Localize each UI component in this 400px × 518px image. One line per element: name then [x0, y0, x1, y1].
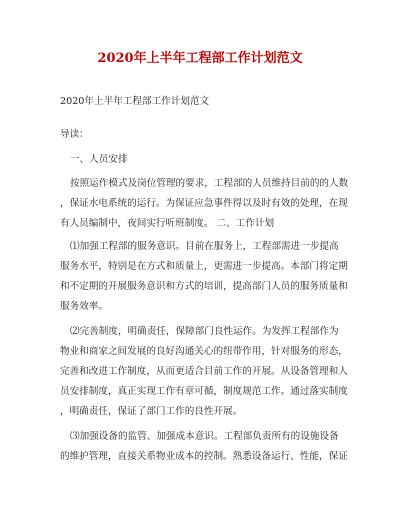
- paragraph-line: ，保证水电系统的运行。为保证应急事件得以及时有效的处理，在现: [60, 198, 348, 209]
- paragraph-line: 的维护管理，直接关系物业成本的控制。熟悉设备运行、性能，保证: [60, 451, 348, 462]
- intro-label: 导读：: [60, 129, 89, 140]
- paragraph-line: 服务效率。: [60, 301, 108, 312]
- paragraph-line: 有人员编制中，夜间实行听班制度。 二、工作计划: [60, 218, 275, 229]
- paragraph-line: 和不定期的开展服务意识和方式的培训，提高部门人员的服务质量和: [60, 281, 348, 292]
- paragraph-line: ⑴加强工程部的服务意识。目前在服务上，工程部需进一步提高: [70, 241, 339, 252]
- paragraph-line: ⑶加强设备的监管、加强成本意识。工程部负责所有的设施设备: [70, 431, 339, 442]
- document-subtitle: 2020年上半年工程部工作计划范文: [60, 96, 210, 107]
- paragraph-line: 完善和改进工作制度，从而更适合目前工作的开展。从设备管理和人: [60, 366, 348, 377]
- paragraph-line: 服务水平，特别是在方式和质量上，更需进一步提高。本部门将定期: [60, 261, 348, 272]
- document-title: 2020年上半年工程部工作计划范文: [97, 51, 303, 66]
- paragraph-line: 员安排制度，真正实现工作有章可循，制度规范工作。通过落实制度: [60, 386, 348, 397]
- paragraph-line: ⑵完善制度，明确责任，保障部门良性运作。为发挥工程部作为: [70, 326, 339, 337]
- section-heading-personnel: 一、人员安排: [70, 154, 128, 165]
- paragraph-line: 按照运作模式及岗位管理的要求，工程部的人员维持目前的的人数: [70, 178, 349, 189]
- paragraph-line: 物业和商家之间发展的良好沟通关心的纽带作用，针对服务的形态，: [60, 346, 348, 357]
- paragraph-line: ，明确责任，保证了部门工作的良性开展。: [60, 406, 243, 417]
